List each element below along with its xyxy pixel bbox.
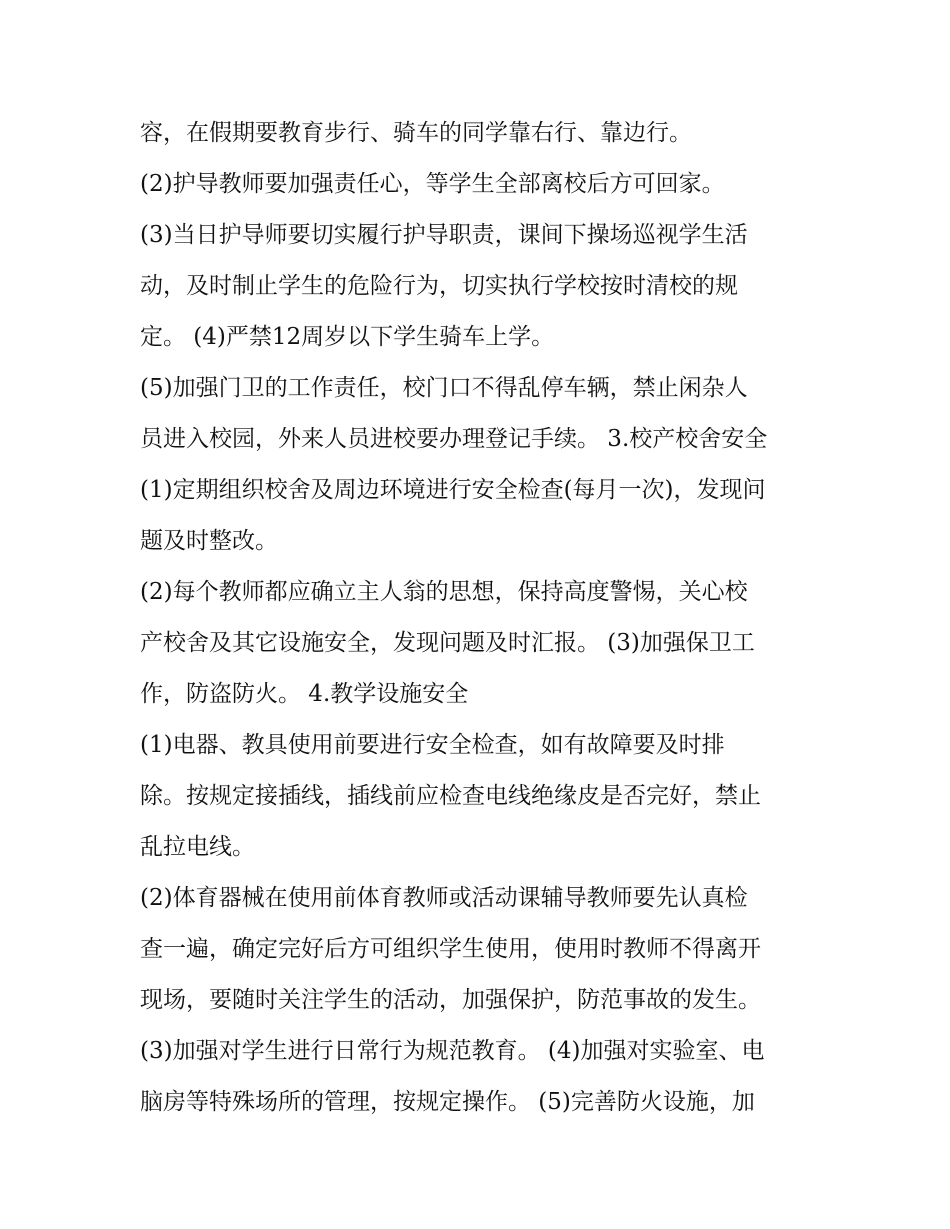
text-line: 除。按规定接插线，插线前应检查电线绝缘皮是否完好，禁止 — [140, 783, 761, 809]
text-line: (2)体育器械在使用前体育教师或活动课辅导教师要先认真检 — [140, 885, 748, 911]
text-line: 乱拉电线。 — [140, 834, 255, 860]
text-line: (5)加强门卫的工作责任，校门口不得乱停车辆，禁止闲杂人 — [140, 375, 748, 401]
text-line: 容，在假期要教育步行、骑车的同学靠右行、靠边行。 — [140, 120, 692, 146]
text-line: (1)电器、教具使用前要进行安全检查，如有故障要及时排 — [140, 732, 725, 758]
body-text — [140, 108, 820, 1128]
text-line: 作，防盗防火。 4.教学设施安全 — [140, 681, 469, 707]
text-line: 员进入校园，外来人员进校要办理登记手续。 3.校产校舍安全 — [140, 426, 768, 452]
text-line: 题及时整改。 — [140, 528, 278, 554]
text-line: (3)当日护导师要切实履行护导职责，课间下操场巡视学生活 — [140, 222, 748, 248]
text-line: 现场，要随时关注学生的活动，加强保护，防范事故的发生。 — [140, 987, 761, 1013]
text-line: 查一遍，确定完好后方可组织学生使用，使用时教师不得离开 — [140, 936, 761, 962]
text-line: (3)加强对学生进行日常行为规范教育。 (4)加强对实验室、电 — [140, 1038, 765, 1064]
text-line: (2)每个教师都应确立主人翁的思想，保持高度警惕，关心校 — [140, 579, 748, 605]
text-line: 定。 (4)严禁12周岁以下学生骑车上学。 — [140, 324, 555, 350]
text-line: (2)护导教师要加强责任心，等学生全部离校后方可回家。 — [140, 171, 725, 197]
text-line: 产校舍及其它设施安全，发现问题及时汇报。 (3)加强保卫工 — [140, 630, 755, 656]
text-line: 脑房等特殊场所的管理，按规定操作。 (5)完善防火设施，加 — [140, 1089, 755, 1115]
text-line: 动，及时制止学生的危险行为，切实执行学校按时清校的规 — [140, 273, 738, 299]
text-line: (1)定期组织校舍及周边环境进行安全检查(每月一次)，发现问 — [140, 477, 766, 503]
